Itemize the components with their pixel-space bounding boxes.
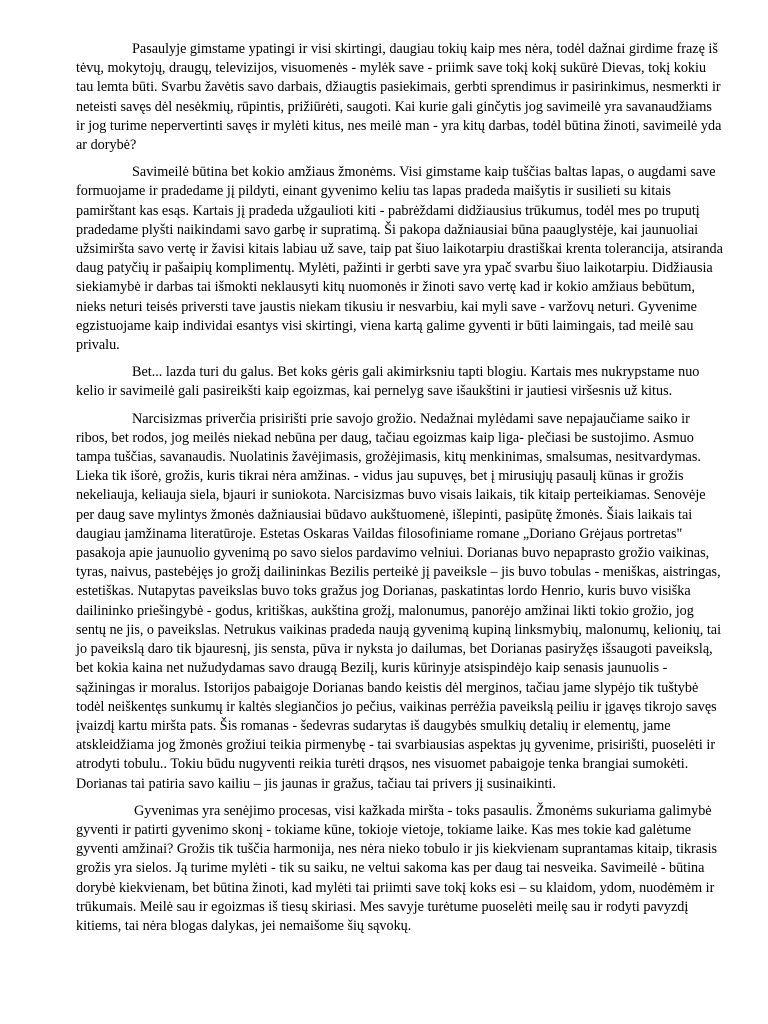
paragraph-narcissism: Narcisizmas priverčia prisirišti prie savojo grožio. Nedažnai mylėdami save nepajaučiame saiko ir ribos, bet rodos, jog meilės niekad nebūna per daug, tačiau egoizmas kaip liga- plečiasi be sustojimo. Asmuo tampa tuščias, savanaudis. Nuolatinis žavėjimasis, grožėjimasis, kitų menkinimas, smalsumas, nesitvardymas. Lieka tik išorė, grožis, kuris tikrai nėra amžinas. - vidus jau supuvęs, bet į mirusiųjų pasaulį kūnas ir grožis nekeliauja, keliauja siela, bjauri ir suniokota. Narcisizmas buvo visais laikais, tik kitaip perteikiamas. Senovėje per daug save mylintys žmonės dažniausiai būdavo aukštuomenė, išlepinti, pasipūtę žmonės. Šiais laikais tai daugiau įamžinama literatūroje. Estetas Oskaras Vaildas filosofiniame romane „Doriano Grėjaus portretas" pasakoja apie jaunuolio gyvenimą po savo sielos pardavimo velniui. Dorianas buvo nepaprasto grožio vaikinas, tyras, naivus, pastebėjęs jo grožį dailininkas Bezilis perteikė jį paveiksle – jis buvo tobulas - meniškas, aistringas, estetiškas. Nutapytas paveikslas buvo toks gražus jog Dorianas, paskatintas lordo Henrio, kuris buvo visiška dailininko priešingybė - godus, kritiškas, aukština grožį, malonumus, panorėjo amžinai likti tokio grožio, jog sentų ne jis, o paveikslas. Netrukus vaikinas pradeda naują gyvenimą kupiną linksmybių, malonumų, kelionių, tai jo paveikslą daro tik bjauresnį, jis sensta, pūva ir nyksta jo dailumas, bet Dorianas pasiryžęs išsaugoti paveikslą, bet kokia kaina net nužudydamas savo draugą Bezilį, kuris kūrinyje atsispindėjo kaip senasis jaunuolis - sąžiningas ir moralus. Istorijos pabaigoje Dorianas bando keistis dėl merginos, tačiau jame slypėjo tik tuštybė todėl neiškentęs sunkumų ir kaltės slegiančios jo pečius, vaikinas perrėžia paveikslą peiliu ir įgavęs tikrojo savęs įvaizdį kartu miršta pats. Šis romanas - šedevras sudarytas iš daugybės smulkių detalių ir elementų, jame atskleidžiama jog žmonės grožiui teikia pirmenybę - tai svarbiausias aspektas jų gyvenime, prisirišti, puoselėti ir atrodyti tobulu.. Tokiu būdu nugyventi reikia turėti drąsos, nes visuomet pabaigoje tenka brangiai sumokėti. Dorianas tai patiria savo kailiu – jis jaunas ir gražus, tačiau tai privers jį susinaikinti.: [76, 410, 722, 792]
paragraph-conclusion: Gyvenimas yra senėjimo procesas, visi kažkada miršta - toks pasaulis. Žmonėms sukuriama galimybė gyventi ir patirti gyvenimo skonį - tokiame kūne, tokioje vietoje, tokiame laike. Kas mes tokie kad galėtume gyventi amžinai? Grožis tik tuščia harmonija, nes nėra nieko tobulo ir jis kiekvienam suprantamas kitaip, tikrasis grožis yra sielos. Ją turime mylėti - tik su saiku, ne veltui sakoma kas per daug tai nesveika. Savimeilė - būtina dorybė kiekvienam, bet būtina žinoti, kad mylėti tai priimti save tokį koks esi – su klaidom, ydom, nuodėmėm ir trūkumais. Meilė sau ir egoizmas iš tiesų skiriasi. Mes savyje turėtume puoselėti meilę sau ir rodyti pavyzdį kitiems, tai nėra blogas dalykas, jei nemaišome šių sąvokų.: [76, 802, 718, 934]
paragraph-self-love-necessity: Savimeilė būtina bet kokio amžiaus žmonėms. Visi gimstame kaip tuščias baltas lapas, o augdami save formuojame ir pradedame jį pildyti, einant gyvenimo keliu tas lapas pradeda maišytis ir susilieti su kitais pamirštant kas esąs. Kartais jį pradeda užgaulioti kiti - pabrėždami didžiausius trūkumus, todėl mes po truputį pradedame plyšti naikindami savo garbę ir supratimą. Ši pakopa dažniausiai būna paauglystėje, kai jaunuoliai užsimiršta savo vertę ir žavisi kitais labiau už save, taip pat šiuo laikotarpiu drastiškai krenta tolerancija, atsiranda daug patyčių ir pašaipių komplimentų. Mylėti, pažinti ir gerbti save yra ypač svarbu šiuo laikotarpiu. Didžiausia siekiamybė ir darbas tai išmokti neklausyti kitų nuomonės ir žinoti savo vertę kad ir kokio amžiaus bebūtum, nieks neturi teisės priversti tave jaustis niekam tikusiu ir nesvarbiu, kai myli save - varžovų neturi. Gyvenime egzistuojame kaip individai esantys visi skirtingi, viena kartą galime gyventi ir būti laimingais, tad meilė sau privalu.: [76, 164, 723, 354]
paragraph-two-ends: Bet... lazda turi du galus. Bet koks gėris gali akimirksniu tapti blogiu. Kartais mes nukrypstame nuo kelio ir savimeilė gali pasireikšti kaip egoizmas, kai pernelyg save išaukštini ir jautiesi viršesnis už kitus.: [76, 364, 700, 400]
paragraph-intro: Pasaulyje gimstame ypatingi ir visi skirtingi, daugiau tokių kaip mes nėra, todėl dažnai girdime frazę iš tėvų, mokytojų, draugų, televizijos, visuomenės - mylėk save - priimk save tokį kokį sukūrė Dievas, tokį kokiu tau lemta būti. Svarbu žavėtis savo darbais, džiaugtis pasiekimais, gerbti sprendimus ir pasirinkimus, nesmerkti ir neteisti savęs dėl nesėkmių, rūpintis, prižiūrėti, saugoti. Kai kurie gali ginčytis jog savimeilė yra savanaudžiams ir jog turime nepervertinti savęs ir mylėti kitus, nes meilė man - yra kitų darbas, todėl būtina žinoti, savimeilė yda ar dorybė?: [76, 41, 722, 154]
